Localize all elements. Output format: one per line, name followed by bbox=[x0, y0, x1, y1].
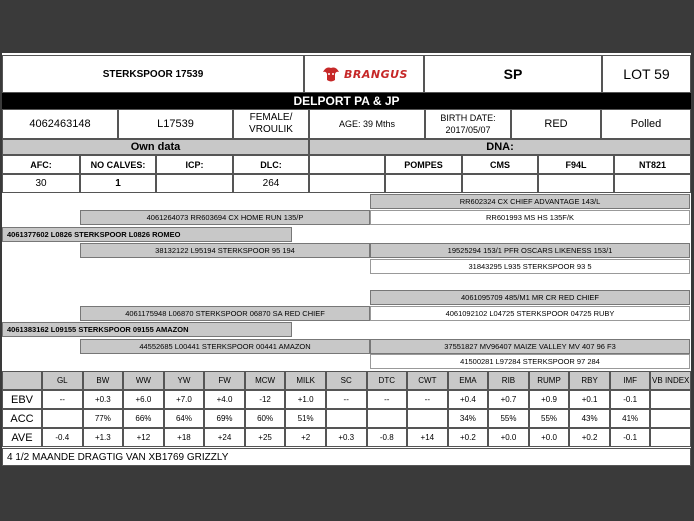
ebv-cell bbox=[367, 409, 408, 428]
ebv-cell: 66% bbox=[123, 409, 164, 428]
ebv-cell bbox=[326, 409, 367, 428]
ebv-cell: +0.4 bbox=[448, 390, 489, 409]
animal-name: STERKSPOOR 17539 bbox=[2, 55, 304, 93]
ebv-cell: +0.2 bbox=[569, 428, 610, 447]
pedigree-dam-dam-sire: 37551827 MV96407 MAIZE VALLEY MV 407 96 F3 bbox=[370, 339, 690, 354]
pedigree-dam-dam-dam: 41500281 L97284 STERKSPOOR 97 284 bbox=[370, 354, 690, 369]
animal-id: 4062463148 bbox=[2, 109, 118, 139]
pedigree-sire: 4061377602 L0826 STERKSPOOR L0826 ROMEO bbox=[2, 227, 292, 242]
pedigree-sire-sire: 4061264073 RR603694 CX HOME RUN 135/P bbox=[80, 210, 370, 225]
ebv-header-fw: FW bbox=[204, 371, 245, 390]
ebv-cell: +1.3 bbox=[83, 428, 124, 447]
ebv-header-bw: BW bbox=[83, 371, 124, 390]
ebv-header-yw: YW bbox=[164, 371, 205, 390]
ebv-cell bbox=[650, 428, 691, 447]
pedigree-sire-dam-dam: 31843295 L935 STERKSPOOR 93 5 bbox=[370, 259, 690, 274]
animal-sex: FEMALE/ VROULIK bbox=[233, 109, 309, 139]
ebv-cell: +7.0 bbox=[164, 390, 205, 409]
brangus-logo bbox=[304, 55, 424, 93]
dna-pompes-value bbox=[385, 174, 462, 193]
ebv-cell: -0.4 bbox=[42, 428, 83, 447]
ebv-cell: -0.1 bbox=[610, 390, 651, 409]
ebv-header-rib: RIB bbox=[488, 371, 529, 390]
ebv-header-corner bbox=[2, 371, 42, 390]
ebv-row-label-ave: AVE bbox=[2, 428, 42, 447]
ebv-header-gl: GL bbox=[42, 371, 83, 390]
ebv-cell: 51% bbox=[285, 409, 326, 428]
ebv-cell bbox=[407, 409, 448, 428]
logo-text: BRANGUS bbox=[344, 67, 408, 81]
ebv-cell bbox=[650, 409, 691, 428]
breeder-code: SP bbox=[424, 55, 602, 93]
ebv-header-cwt: CWT bbox=[407, 371, 448, 390]
birth-date-value: 2017/05/07 bbox=[445, 125, 491, 135]
ebv-header-rump: RUMP bbox=[529, 371, 570, 390]
no-calves-value: 1 bbox=[80, 174, 156, 193]
ebv-cell: 41% bbox=[610, 409, 651, 428]
birth-date-cell bbox=[425, 109, 511, 139]
ebv-header-ww: WW bbox=[123, 371, 164, 390]
pedigree-sire-dam: 38132122 L95194 STERKSPOOR 95 194 bbox=[80, 243, 370, 258]
bull-logo-icon bbox=[320, 63, 342, 85]
polled-status: Polled bbox=[601, 109, 691, 139]
ebv-cell: +2 bbox=[285, 428, 326, 447]
ebv-cell: +12 bbox=[123, 428, 164, 447]
ebv-cell: 43% bbox=[569, 409, 610, 428]
dna-title: DNA: bbox=[309, 139, 691, 155]
ebv-cell: 69% bbox=[204, 409, 245, 428]
ebv-header-dtc: DTC bbox=[367, 371, 408, 390]
ebv-cell: +0.9 bbox=[529, 390, 570, 409]
ebv-cell bbox=[42, 409, 83, 428]
ebv-cell: +6.0 bbox=[123, 390, 164, 409]
ebv-cell: +0.0 bbox=[529, 428, 570, 447]
ebv-cell: +1.0 bbox=[285, 390, 326, 409]
pedigree-sire-dam-sire: 19525294 153/1 PFR OSCARS LIKENESS 153/1 bbox=[370, 243, 690, 258]
ebv-cell: -- bbox=[407, 390, 448, 409]
ebv-header-mcw: MCW bbox=[245, 371, 286, 390]
pedigree-dam-sire: 4061175948 L06870 STERKSPOOR 06870 SA RED CHIEF bbox=[80, 306, 370, 321]
ebv-cell: +14 bbox=[407, 428, 448, 447]
own-data-title: Own data bbox=[2, 139, 309, 155]
dna-f94l-value bbox=[538, 174, 614, 193]
icp-label: ICP: bbox=[156, 155, 233, 174]
ebv-header-vb-index: VB INDEX bbox=[650, 371, 691, 390]
ebv-row-label-acc: ACC bbox=[2, 409, 42, 428]
lot-number: LOT 59 bbox=[602, 55, 691, 93]
pedigree-sire-sire-dam: RR601993 MS HS 135F/K bbox=[370, 210, 690, 225]
animal-color: RED bbox=[511, 109, 601, 139]
ebv-cell: -- bbox=[326, 390, 367, 409]
animal-age: AGE: 39 Mths bbox=[309, 109, 425, 139]
animal-reg: L17539 bbox=[118, 109, 233, 139]
pedigree-dam-sire-dam: 4061092102 L04725 STERKSPOOR 04725 RUBY bbox=[370, 306, 690, 321]
ebv-header-rby: RBY bbox=[569, 371, 610, 390]
dna-nt821-label: NT821 bbox=[614, 155, 691, 174]
ebv-cell: +0.3 bbox=[326, 428, 367, 447]
afc-value: 30 bbox=[2, 174, 80, 193]
ebv-cell: -0.1 bbox=[610, 428, 651, 447]
owner-bar: DELPORT PA & JP bbox=[2, 93, 691, 109]
pedigree-sire-sire-sire: RR602324 CX CHIEF ADVANTAGE 143/L bbox=[370, 194, 690, 209]
dna-blank-label bbox=[309, 155, 385, 174]
ebv-cell: -- bbox=[42, 390, 83, 409]
ebv-header-imf: IMF bbox=[610, 371, 651, 390]
birth-date-label: BIRTH DATE: bbox=[440, 113, 496, 123]
footer-note: 4 1/2 MAANDE DRAGTIG VAN XB1769 GRIZZLY bbox=[2, 448, 691, 466]
dna-cms-value bbox=[462, 174, 538, 193]
ebv-cell: +0.3 bbox=[83, 390, 124, 409]
ebv-table bbox=[2, 371, 691, 447]
ebv-cell: +0.1 bbox=[569, 390, 610, 409]
ebv-cell: +4.0 bbox=[204, 390, 245, 409]
dna-nt821-value bbox=[614, 174, 691, 193]
dna-blank-value bbox=[309, 174, 385, 193]
icp-value bbox=[156, 174, 233, 193]
ebv-header-ema: EMA bbox=[448, 371, 489, 390]
ebv-cell: +25 bbox=[245, 428, 286, 447]
no-calves-label: NO CALVES: bbox=[80, 155, 156, 174]
ebv-cell: -0.8 bbox=[367, 428, 408, 447]
ebv-cell: -- bbox=[367, 390, 408, 409]
ebv-cell: 55% bbox=[529, 409, 570, 428]
ebv-cell: +0.0 bbox=[488, 428, 529, 447]
dlc-value: 264 bbox=[233, 174, 309, 193]
dlc-label: DLC: bbox=[233, 155, 309, 174]
ebv-cell: 77% bbox=[83, 409, 124, 428]
ebv-cell: -12 bbox=[245, 390, 286, 409]
pedigree-dam-sire-sire: 4061095709 485/M1 MR CR RED CHIEF bbox=[370, 290, 690, 305]
pedigree-dam-dam: 44552685 L00441 STERKSPOOR 00441 AMAZON bbox=[80, 339, 370, 354]
ebv-header-sc: SC bbox=[326, 371, 367, 390]
afc-label: AFC: bbox=[2, 155, 80, 174]
ebv-row-label-ebv: EBV bbox=[2, 390, 42, 409]
ebv-cell: 64% bbox=[164, 409, 205, 428]
ebv-cell: +18 bbox=[164, 428, 205, 447]
dna-cms-label: CMS bbox=[462, 155, 538, 174]
ebv-cell: +0.7 bbox=[488, 390, 529, 409]
ebv-cell: 55% bbox=[488, 409, 529, 428]
ebv-cell bbox=[650, 390, 691, 409]
ebv-cell: 34% bbox=[448, 409, 489, 428]
ebv-cell: +0.2 bbox=[448, 428, 489, 447]
ebv-cell: 60% bbox=[245, 409, 286, 428]
sale-catalogue-sheet bbox=[2, 53, 691, 466]
ebv-header-milk: MILK bbox=[285, 371, 326, 390]
dna-f94l-label: F94L bbox=[538, 155, 614, 174]
pedigree-dam: 4061383162 L09155 STERKSPOOR 09155 AMAZON bbox=[2, 322, 292, 337]
dna-pompes-label: POMPES bbox=[385, 155, 462, 174]
ebv-cell: +24 bbox=[204, 428, 245, 447]
